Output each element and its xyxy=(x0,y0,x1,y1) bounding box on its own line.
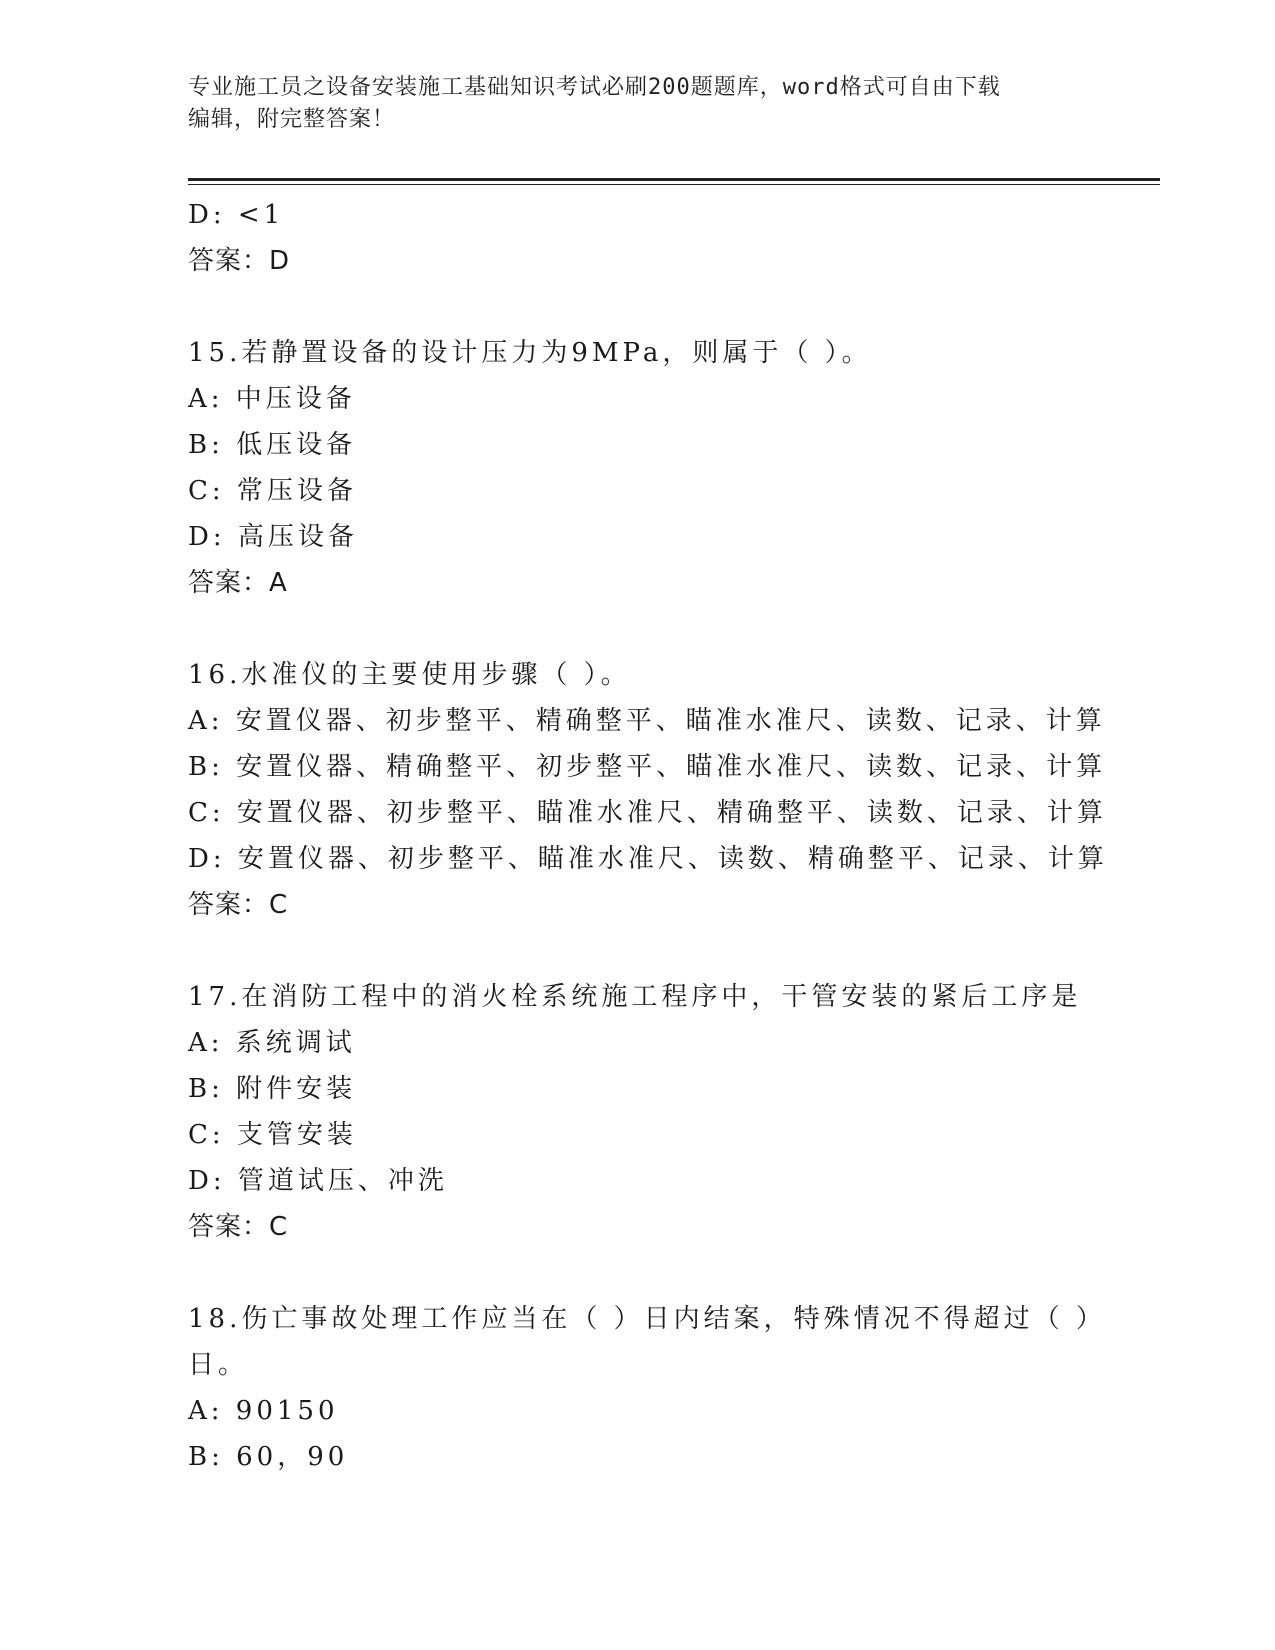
header-divider-thin xyxy=(188,184,1160,185)
answer-line: 答案：C xyxy=(188,890,289,920)
option-a: A: 中压设备 xyxy=(188,384,356,414)
option-c: C: 安置仪器、初步整平、瞄准水准尺、精确整平、读数、记录、计算 xyxy=(188,798,1107,828)
question-content xyxy=(188,192,1160,1480)
option-d: D: <1 xyxy=(188,200,285,230)
question-15 xyxy=(188,330,1160,606)
spacer xyxy=(188,606,1160,652)
header-title-line-1: 专业施工员之设备安装施工基础知识考试必刷200题题库，word格式可自由下载 xyxy=(188,75,1001,100)
option-c: C: 支管安装 xyxy=(188,1120,357,1150)
option-b: B: 安置仪器、精确整平、初步整平、瞄准水准尺、读数、记录、计算 xyxy=(188,752,1107,782)
answer-line: 答案：D xyxy=(188,246,291,276)
question-stem: 15.若静置设备的设计压力为9MPa，则属于（ ）。 xyxy=(188,338,872,368)
answer-line: 答案：C xyxy=(188,1212,289,1242)
option-b: B: 60，90 xyxy=(188,1442,349,1472)
option-c: C: 常压设备 xyxy=(188,476,357,506)
document-header xyxy=(188,72,1068,136)
option-a: A: 90150 xyxy=(188,1396,339,1426)
spacer xyxy=(188,928,1160,974)
question-18 xyxy=(188,1296,1160,1480)
question-16 xyxy=(188,652,1160,928)
header-title-line-2: 编辑，附完整答案！ xyxy=(188,107,396,132)
question-stem: 17.在消防工程中的消火栓系统施工程序中，干管安装的紧后工序是 xyxy=(188,982,1082,1012)
question-stem: 16.水准仪的主要使用步骤（ ）。 xyxy=(188,660,631,690)
option-d: D: 管道试压、冲洗 xyxy=(188,1166,448,1196)
option-b: B: 低压设备 xyxy=(188,430,357,460)
spacer xyxy=(188,1250,1160,1296)
option-a: A: 系统调试 xyxy=(188,1028,356,1058)
option-d: D: 高压设备 xyxy=(188,522,358,552)
question-stem-line-1: 18.伤亡事故处理工作应当在（ ）日内结案，特殊情况不得超过（ ） xyxy=(188,1304,1106,1334)
option-b: B: 附件安装 xyxy=(188,1074,357,1104)
question-stem-line-2: 日。 xyxy=(188,1350,249,1380)
spacer xyxy=(188,284,1160,330)
question-17 xyxy=(188,974,1160,1250)
option-d: D: 安置仪器、初步整平、瞄准水准尺、读数、精确整平、记录、计算 xyxy=(188,844,1108,874)
question-14-fragment xyxy=(188,192,1160,284)
option-a: A: 安置仪器、初步整平、精确整平、瞄准水准尺、读数、记录、计算 xyxy=(188,706,1106,736)
answer-line: 答案：A xyxy=(188,568,288,598)
header-divider-thick xyxy=(188,178,1160,181)
